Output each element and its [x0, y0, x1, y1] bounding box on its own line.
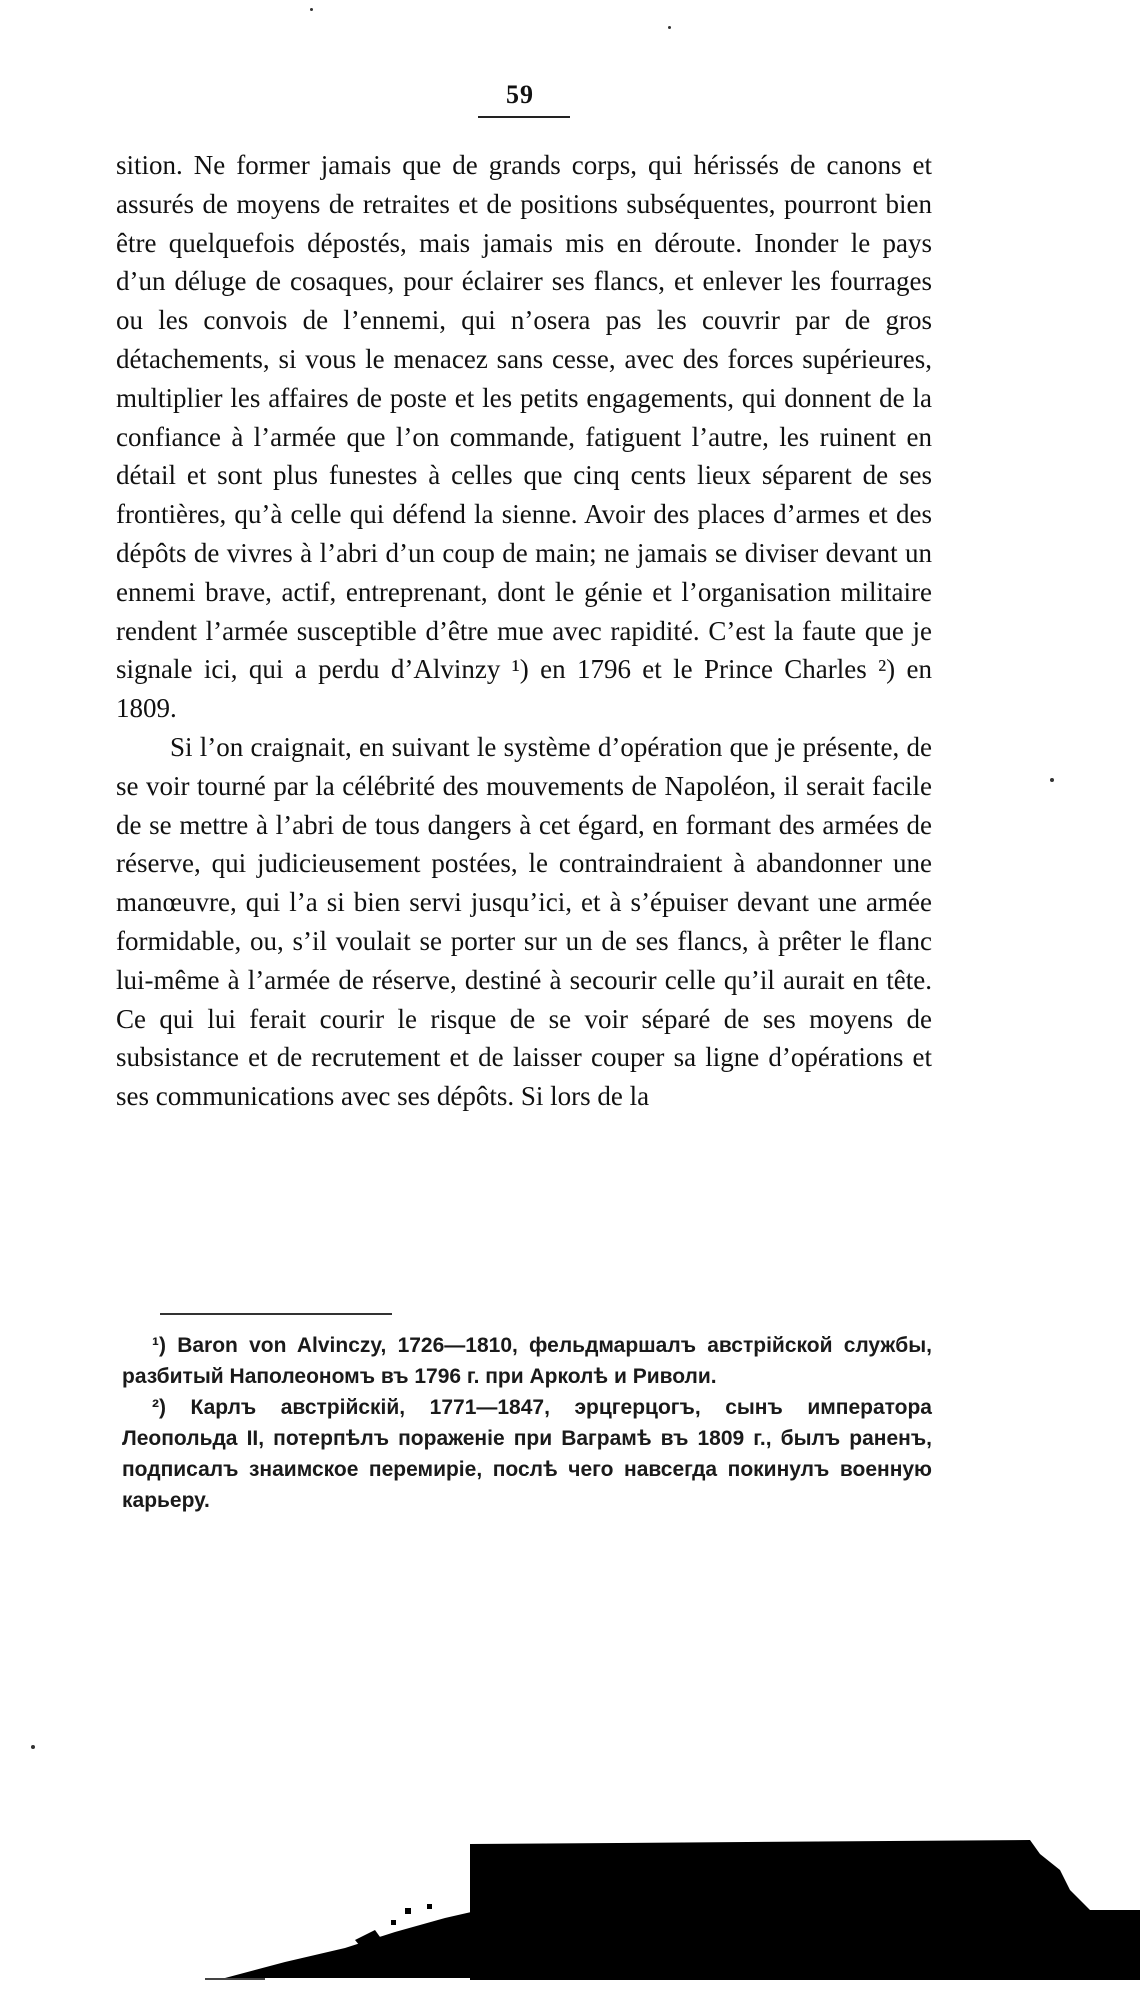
scan-artifact-smear [205, 1900, 485, 1980]
page-number: 59 [506, 80, 534, 109]
scan-speck [668, 26, 671, 29]
footnote-2: ²) Карлъ австрійскій, 1771—1847, эрцгерцогъ, сынъ императора Леопольда II, потерпѣлъ пораженіе при Ваграмѣ въ 1809 г., былъ раненъ, подписалъ знаимское перемиріе, послѣ чего навсегда покинулъ военную карьеру. [122, 1396, 932, 1512]
footnotes [122, 1330, 932, 1516]
body-text [116, 146, 932, 1116]
footnote-rule [160, 1313, 392, 1315]
scan-artifact-black-block [470, 1840, 1140, 1980]
scan-speck [310, 8, 313, 11]
scan-speck [1050, 778, 1054, 782]
scan-artifact-line [205, 1978, 265, 1980]
scan-speck [31, 1745, 35, 1749]
footnote-1: ¹) Baron von Alvinczy, 1726—1810, фельдмаршалъ австрійской службы, разбитый Наполеономъ въ 1796 г. при Арколѣ и Риволи. [122, 1334, 932, 1388]
paragraph-1: sition. Ne former jamais que de grands corps, qui hérissés de canons et assurés de moyens de retraites et de positions subséquentes, pourront bien être quelquefois dépostés, mais jamais mis en déroute. Inonder le pays d’un déluge de cosaques, pour éclairer ses flancs, et enlever les fourrages ou les convois de l’ennemi, qui n’osera pas les couvrir par de gros détachements, si vous le menacez sans cesse, avec des forces supérieures, multiplier les affaires de poste et les petits engagements, qui donnent de la confiance à l’armée que l’on commande, fatiguent l’autre, les ruinent en détail et sont plus funestes à celles que cinq cents lieux séparent de ses frontières, qu’à celle qui défend la sienne. Avoir des places d’armes et des dépôts de vivres à l’abri d’un coup de main; ne jamais se diviser devant un ennemi brave, actif, entreprenant, dont le génie et l’organisation militaire rendent l’armée susceptible d’être mue avec rapidité. C’est la faute que je signale ici, qui a perdu d’Alvinzy ¹) en 1796 et le Prince Charles ²) en 1809. [116, 150, 932, 724]
paragraph-2: Si l’on craignait, en suivant le système d’opération que je présente, de se voir tourné par la célébrité des mouvements de Napoléon, il serait facile de se mettre à l’abri de tous dangers à cet égard, en formant des armées de réserve, qui judicieusement postées, le contraindraient à abandonner une manœuvre, qui l’a si bien servi jusqu’ici, et à s’épuiser devant une armée formidable, ou, s’il voulait se porter sur un de ses flancs, à prêter le flanc lui-même à l’armée de réserve, destiné à secourir celle qu’il aurait en tête. Ce qui lui ferait courir le risque de se voir séparé de ses moyens de subsistance et de recrutement et de laisser couper sa ligne d’opérations et ses communications avec ses dépôts. Si lors de la [116, 731, 932, 1112]
page-number-rule [478, 116, 570, 118]
